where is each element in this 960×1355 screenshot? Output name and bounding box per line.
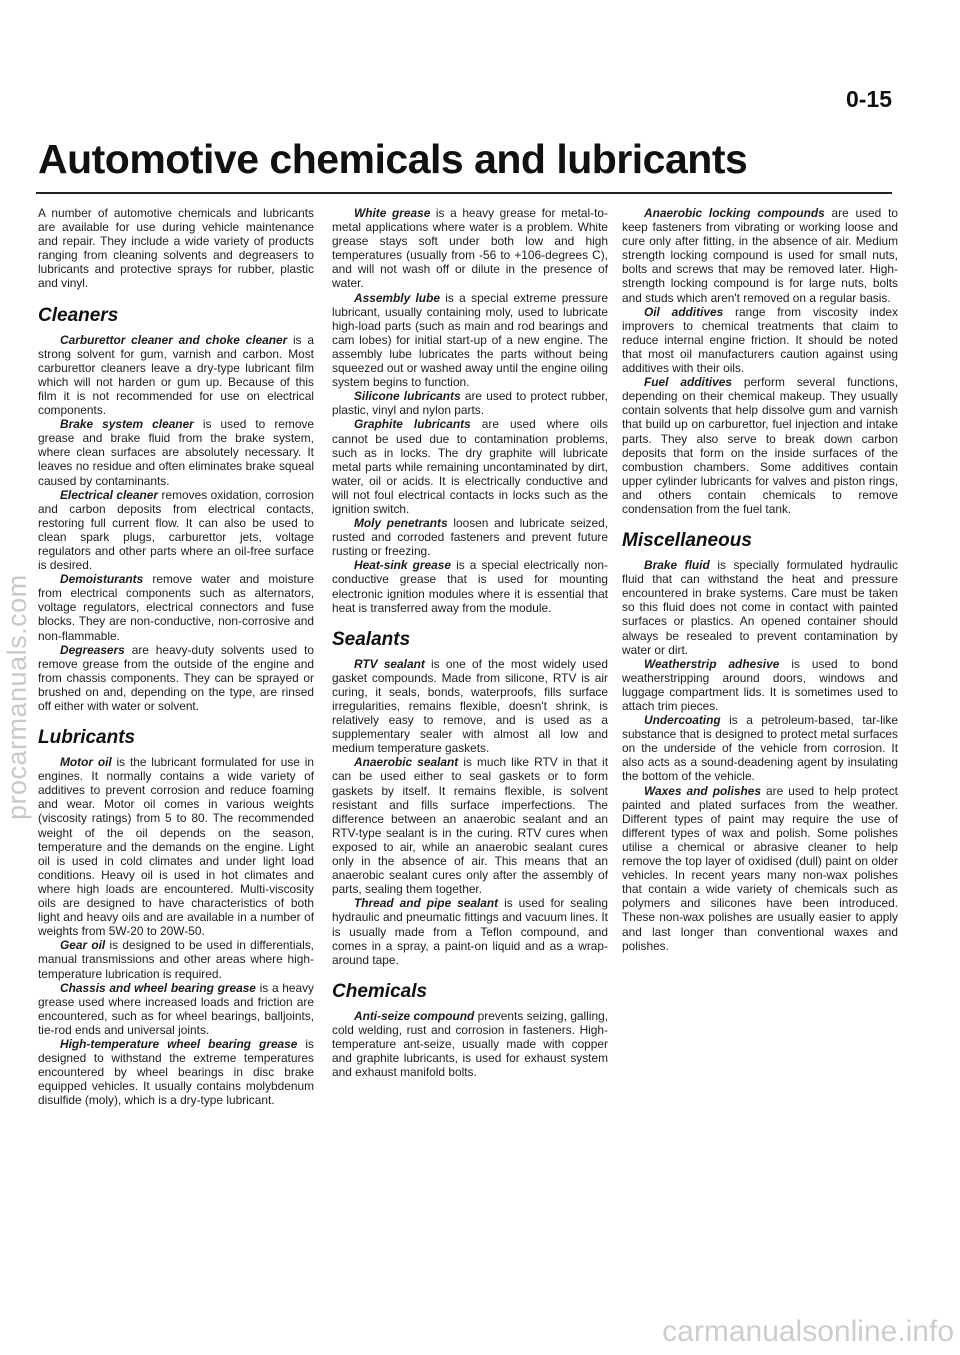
paragraph xyxy=(38,333,314,418)
term: Graphite lubricants xyxy=(354,417,471,432)
term: Motor oil xyxy=(60,755,112,770)
page-title: Automotive chemicals and lubricants xyxy=(38,136,748,182)
paragraph xyxy=(332,516,608,558)
paragraph xyxy=(622,657,898,713)
paragraph xyxy=(332,1009,608,1079)
definition: is used for sealing hydraulic and pneumatic fittings and vacuum lines. It is usually made from a Teflon compound, and comes in a spray, a paint-on liquid and as a wrap-around tape. xyxy=(332,896,608,967)
definition: are used where oils cannot be used due to contamination problems, such as in locks. The dry graphite will lubricate metal parts while remaining uncontaminated by dirt, water, oil or acids. It is electrically conductive and will not foul electrical contacts in locks such as the ignition switch. xyxy=(332,417,608,516)
definition: is designed to withstand the extreme temperatures encountered by wheel bearings in disc brake equipped vehicles. It usually contains molybdenum disulfide (moly), which is a dry-type lubricant. xyxy=(38,1036,314,1108)
paragraph xyxy=(38,488,314,573)
paragraph xyxy=(622,375,898,516)
definition: removes oxidation, corrosion and carbon deposits from electrical contacts, restoring full current flow. It can also be used to clean spark plugs, carburettor jets, voltage regulators and other parts where an oil-free surface is desired. xyxy=(38,487,314,573)
term: Oil additives xyxy=(644,304,724,319)
definition: are used to help protect painted and plated surfaces from the weather. Different types of paint may require the use of different types of wax and polish. Some polishes utilise a chemical or abrasive cleaner to help remove the top layer of oxidised (dull) paint on older vehicles. In recent years many non-wax polishes that contain a wide variety of chemicals such as polymers and silicones have been introduced. These non-wax polishes are usually easier to apply and last longer than conventional waxes and polishes. xyxy=(622,783,898,953)
paragraph xyxy=(622,206,898,305)
definition: is much like RTV in that it can be used either to seal gaskets or to form gaskets by itself. It remains flexible, is solvent resistant and fills surface imperfections. The difference between an anaerobic sealant and an RTV-type sealant is in the curing. RTV cures when exposed to air, while an anaerobic sealant cures only in the absence of air. This means that an anaerobic sealant cures only after the assembly of parts, sealing them together. xyxy=(332,755,609,897)
term: Chassis and wheel bearing grease xyxy=(60,980,256,995)
term: Degreasers xyxy=(60,642,125,657)
definition: is used to bond weatherstripping around doors, windows and luggage compartment lids. It is sometimes used to attach trim pieces. xyxy=(622,656,898,713)
definition: is a heavy grease used where increased loads and friction are encountered, such as for wheel bearings, balljoints, tie-rod ends and universal joints. xyxy=(38,980,315,1037)
definition: is a special extreme pressure lubricant, usually containing moly, used to lubricate high-load parts (such as main and rod bearings and cam lobes) for initial start-up of a new engine. The assembly lube lubricates the parts without being squeezed out or washed away until the engine oiling system begins to function. xyxy=(332,290,608,390)
term: Carburettor cleaner and choke cleaner xyxy=(60,332,288,347)
definition: are used to keep fasteners from vibrating or working loose and cure only after fitting, in the absence of air. Medium strength locking compound is used for small nuts, bolts and screws that may be removed later. High-strength locking compound is for large nuts, bolts and studs which aren't removed on a regular basis. xyxy=(622,206,898,305)
paragraph xyxy=(332,755,608,896)
term: Undercoating xyxy=(644,713,721,728)
definition: is a strong solvent for gum, varnish and carbon. Most carburettor cleaners leave a dry-type lubricant film which will not harden or gum up. Because of this film it is not recommended for use on electrical components. xyxy=(38,332,314,418)
side-watermark: procarmanuals.com xyxy=(2,574,32,820)
paragraph xyxy=(38,755,314,938)
term: Anaerobic sealant xyxy=(354,755,459,770)
definition: is a special electrically non-conductive grease that is used for mounting electronic ignition modules where it is essential that heat is transferred away from the module. xyxy=(332,558,608,615)
term: Moly penetrants xyxy=(354,516,448,531)
column-2 xyxy=(332,206,608,1079)
definition: loosen and lubricate seized, rusted and corroded fasteners and prevent future rusting or freezing. xyxy=(332,516,608,559)
paragraph xyxy=(332,896,608,966)
definition: is specially formulated hydraulic fluid that can withstand the heat and pressure encountered in brake systems. Care must be taken so this fluid does not come in contact with painted surfaces or plastics. An opened container should always be resealed to prevent contamination by water or dirt. xyxy=(622,558,899,657)
term: RTV sealant xyxy=(354,656,425,671)
paragraph xyxy=(38,572,314,642)
paragraph xyxy=(622,305,898,375)
paragraph xyxy=(332,291,608,390)
section-heading-lubricants: Lubricants xyxy=(38,727,136,749)
paragraph xyxy=(332,206,608,291)
definition: is used to remove grease and brake fluid from the brake system, where clean surfaces are absolutely necessary. It leaves no residue and often eliminates brake squeal caused by contaminants. xyxy=(38,417,314,488)
term: Heat-sink grease xyxy=(354,558,451,573)
term: Gear oil xyxy=(60,938,106,953)
paragraph xyxy=(332,417,608,516)
term: Electrical cleaner xyxy=(60,487,159,502)
column-3 xyxy=(622,206,898,953)
term: Fuel additives xyxy=(644,375,732,390)
paragraph xyxy=(332,389,608,417)
title-rule xyxy=(36,192,892,194)
bottom-watermark: carmanualsonline.info xyxy=(662,1315,954,1348)
term: Demoisturants xyxy=(60,572,144,587)
intro-paragraph: A number of automotive chemicals and lubricants are available for use during vehicle maintenance and repair. They include a wide variety of products ranging from cleaning solvents and degreasers to lubricants and protective sprays for rubber, plastic and vinyl. xyxy=(38,206,314,291)
term: Thread and pipe sealant xyxy=(354,896,499,911)
section-heading-sealants: Sealants xyxy=(332,628,411,650)
paragraph xyxy=(38,981,314,1037)
paragraph xyxy=(38,938,314,980)
term: Assembly lube xyxy=(354,290,440,305)
paragraph xyxy=(38,1037,314,1107)
section-heading-miscellaneous: Miscellaneous xyxy=(622,530,752,552)
term: Anti-seize compound xyxy=(354,1008,475,1023)
definition: range from viscosity index improvers to chemical treatments that claim to reduce internal engine friction. It should be noted that most oil manufacturers caution against using additives with their oils. xyxy=(622,304,898,376)
definition: are heavy-duty solvents used to remove grease from the outside of the engine and from chassis components. They can be sprayed or brushed on and, depending on the type, are rinsed off either with water or solvent. xyxy=(38,642,314,713)
paragraph xyxy=(332,657,608,756)
term: Waxes and polishes xyxy=(644,783,761,798)
section-heading-chemicals: Chemicals xyxy=(332,980,428,1002)
paragraph xyxy=(332,558,608,614)
definition: remove water and moisture from electrical components such as alternators, voltage regulators, electrical connectors and fuse blocks. They are non-conductive, non-corrosive and non-flammable. xyxy=(38,572,314,643)
paragraph xyxy=(622,713,898,783)
definition: are used to protect rubber, plastic, vinyl and nylon parts. xyxy=(332,389,608,418)
term: Weatherstrip adhesive xyxy=(644,656,780,671)
term: Brake fluid xyxy=(644,558,710,573)
term: Brake system cleaner xyxy=(60,417,194,432)
column-1 xyxy=(38,206,314,1107)
term: White grease xyxy=(354,206,431,220)
definition: prevents seizing, galling, cold welding, rust and corrosion in fasteners. High-temperature ant-seize, usually made with copper and graphite lubricants, is used for exhaust system and exhaust manifold bolts. xyxy=(332,1008,608,1080)
paragraph xyxy=(622,784,898,953)
definition: is a heavy grease for metal-to-metal applications where water is a problem. White grease stays soft under both low and high temperatures (usually from -56 to +106-degrees C), and will not wash off or dilute in the presence of water. xyxy=(332,206,608,291)
paragraph xyxy=(622,558,898,657)
paragraph xyxy=(38,643,314,713)
definition: perform several functions, depending on their chemical makeup. They usually contain solvents that help dissolve gum and varnish that build up on carburettor, fuel injection and intake parts. They also serve to break down carbon deposits that form on the inside surfaces of the combustion chambers. Some additives contain upper cylinder lubricants for valves and piston rings, and others contain chemicals to remove condensation from the fuel tank. xyxy=(622,375,899,516)
definition: is designed to be used in differentials, manual transmissions and other areas where high-temperature lubrication is required. xyxy=(38,938,314,981)
definition: is one of the most widely used gasket compounds. Made from silicone, RTV is air curing, it seals, bonds, waterproofs, fills surface irregularities, remains flexible, doesn't shrink, is relatively easy to remove, and is used as a supplementary sealer with almost all low and medium temperature gaskets. xyxy=(332,656,608,756)
section-heading-cleaners: Cleaners xyxy=(38,304,119,326)
term: High-temperature wheel bearing grease xyxy=(60,1036,298,1051)
definition: is a petroleum-based, tar-like substance that is designed to protect metal surfaces on the underside of the vehicle from corrosion. It also acts as a sound-deadening agent by insulating the bottom of the vehicle. xyxy=(622,713,898,784)
definition: is the lubricant formulated for use in engines. It normally contains a wide variety of additives to prevent corrosion and reduce foaming and wear. Motor oil comes in various weights (viscosity ratings) from 5 to 80. The recommended weight of the oil depends on the season, temperature and the demands on the engine. Light oil is used in cold climates and under light load conditions. Heavy oil is used in hot climates and where high loads are encountered. Multi-viscosity oils are designed to have characteristics of both light and heavy oils and are available in a number of weights from 5W-20 to 20W-50. xyxy=(38,755,314,939)
term: Anaerobic locking compounds xyxy=(644,206,825,220)
page-number: 0-15 xyxy=(845,86,892,112)
term: Silicone lubricants xyxy=(354,389,461,404)
paragraph xyxy=(38,417,314,487)
